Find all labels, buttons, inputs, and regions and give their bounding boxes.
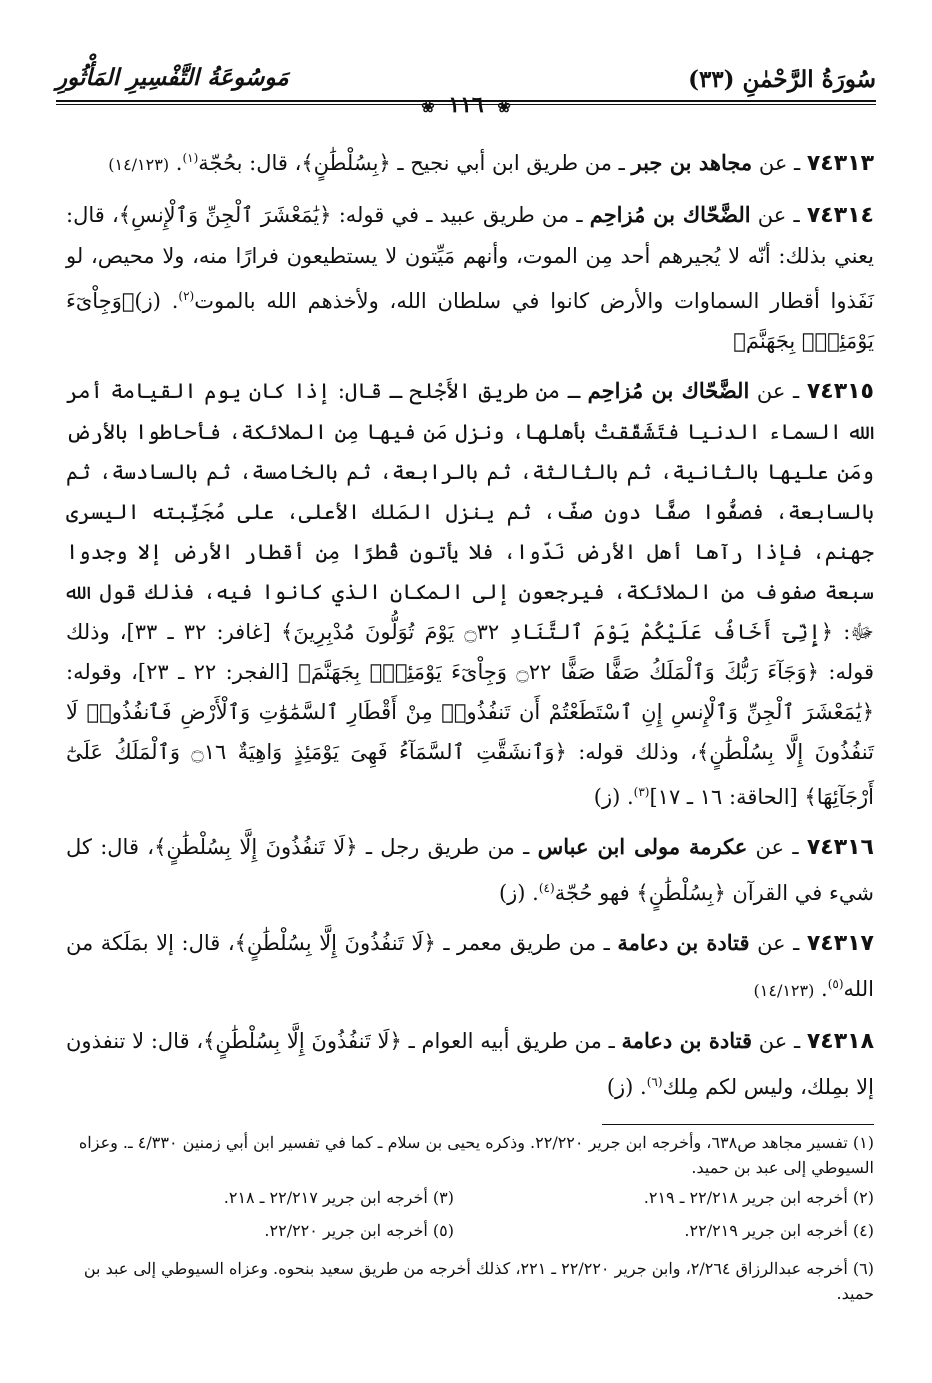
entry-tail: . [814,977,828,1001]
narration-entry [66,138,874,185]
entry-number: ٧٤٣١٣ [806,151,874,176]
entry-number: ٧٤٣١٧ [806,931,874,956]
narrator: قتادة بن دعامة [617,930,750,955]
narrator: قتادة بن دعامة [621,1028,752,1053]
entry-text: ـ من طريق ابن أبي نجيح ـ ﴿بِسُلْطَٰنٍ﴾، قال: بحُجّة [198,151,632,175]
entry-text: ـ من طريق أبيه العوام ـ ﴿لَا تَنفُذُونَ إِلَّا بِسُلْطَٰنٍ﴾، قال: لا تنفذون إلا بمِلك، وليس لكم مِلك [66,1029,874,1099]
narrator: عكرمة مولى ابن عباس [537,834,748,859]
ornament-icon: ❀ [421,97,435,116]
entry-tail: . (ز)﴿وَجِاْىٓءَ يَوْمَئِذٍۭ بِجَهَنَّمَ﴾ [66,289,874,353]
volume-reference: (١٤/١٢٣) [753,981,815,1000]
page-number: ١١٦ [448,92,484,118]
entry-lead: ـ عن [752,151,807,175]
ornament-icon: ❀ [497,97,511,116]
volume-reference: (١٤/١٢٣) [108,155,170,174]
entry-tail: . (ز) [593,785,634,809]
narration-entry [66,923,874,1011]
entry-number: ٧٤٣١٤ [806,203,874,228]
narration-entry [66,827,874,913]
surah-title: سُورَةُ الرَّحْمٰنِ (٣٣) [688,66,876,93]
footnote-marker[interactable]: (٦) [646,1075,663,1089]
narrator: الضَّحّاك بن مُزاحِم [589,202,751,227]
footnote-separator [602,1124,874,1125]
footnote-marker[interactable]: (١) [182,151,199,165]
book-title: مَوسُوعَةُ التَّفْسِيرِ المَأْثُورِ [56,64,289,91]
entry-lead: ـ عن [749,379,807,403]
entry-number: ٧٤٣١٥ [806,379,874,404]
footnote-6: (٦) أخرجه عبدالرزاق ٢/٢٦٤، وابن جرير ٢٢/٢٢٠ ـ ٢٢١، كذلك أخرجه من طريق سعيد بنحوه. وعزاه السيوطي إلى عبد بن حميد. [83,1259,874,1303]
page-number-line [0,92,932,118]
narration-entry [66,195,874,361]
footnote-marker[interactable]: (٤) [538,881,555,895]
entry-lead: ـ عن [751,1029,807,1053]
entry-text: ـ من طريق عبيد ـ في قوله: ﴿يَٰمَعْشَرَ ٱلْجِنِّ وَٱلْإِنسِ﴾، قال: يعني بذلك: أنّه لا يُجيرهم أحد مِن الموت، وأنهم مَيِّتون لا يستطيعون فرارًا منه، ولا محيص، لو نَفَذوا أقطار السماوات والأرض كانوا في سلطان الله، ولأخذهم الله بالموت [66,203,875,313]
footnote-5: (٥) أخرجه ابن جرير ٢٢/٢٢٠. [264,1221,454,1240]
entry-number: ٧٤٣١٦ [806,835,874,860]
entry-lead: ـ عن [747,835,807,859]
footnote-marker[interactable]: (٥) [827,977,844,991]
entry-tail: . (ز) [498,881,539,905]
narration-entry [66,1021,874,1107]
narrator: مجاهد بن جبر [631,150,753,175]
entry-tail: . (ز) [606,1075,647,1099]
narration-entry [66,371,874,817]
main-text [66,138,874,1117]
footnote-marker[interactable]: (٢) [178,289,195,303]
narrator: الضَّحّاك بن مُزاحِم [587,378,750,403]
footnote-4: (٤) أخرجه ابن جرير ٢٢/٢١٩. [684,1221,874,1240]
footnote-2: (٢) أخرجه ابن جرير ٢٢/٢١٨ ـ ٢١٩. [643,1188,874,1207]
footnote-row [66,1221,874,1247]
entry-lead: ـ عن [749,931,807,955]
entry-text: ـ من طريق معمر ـ ﴿لَا تَنفُذُونَ إِلَّا بِسُلْطَٰنٍ﴾، قال: إلا بمَلَكة من الله [66,931,874,1001]
footnote-marker[interactable]: (٣) [633,785,650,799]
entry-lead: ـ عن [750,203,807,227]
footnote-1: (١) تفسير مجاهد ص٦٣٨، وأخرجه ابن جرير ٢٢/٢٢٠. وذكره يحيى بن سلام ـ كما في تفسير ابن أبي زمنين ٤/٣٣٠ ـ. وعزاه السيوطي إلى عبد بن حميد. [78,1133,874,1177]
footnote-row [66,1188,874,1214]
entry-text: ـ من طريق الأَجْلح ـ قال: إذا كان يوم القيامة أمر الله السماء الدنيا فتَشَقّقتْ بأهلها، ونزل مَن فيها مِن الملائكة، فأحاطوا بالأرض ومَن عليها بالثانية، ثم بالثالثة، ثم بالرابعة، ثم بالخامسة، ثم بالسادسة، ثم بالسابعة، فصفُّوا صفًّا دون صفّ، ثم ينزل المَلك الأعلى، على مُجَنِّبته اليسرى جهنم، فإذا رآها أهل الأرض نَدّوا، فلا يأتون قُطرًا مِن أقطار الأرض إلا وجدوا سبعة صفوف من الملائكة، فيرجعون إلى المكان الذي كانوا فيه، فذلك قول الله ﷻ: ﴿إِنِّىٓ أَخَافُ عَلَيْكُمْ يَوْمَ ٱلتَّنَادِ ۝٣٢ يَوْمَ تُوَلُّونَ مُدْبِرِينَ﴾ [غافر: ٣٢ ـ ٣٣]، وذلك قوله: ﴿وَجَآءَ رَبُّكَ وَٱلْمَلَكُ صَفًّا صَفًّا ۝٢٢ وَجِاْىٓءَ يَوْمَئِذٍۭ بِجَهَنَّمَ﴾ [الفجر: ٢٢ ـ ٢٣]، وقوله: ﴿يَٰمَعْشَرَ ٱلْجِنِّ وَٱلْإِنسِ إِنِ ٱسْتَطَعْتُمْ أَن تَنفُذُوا۟ مِنْ أَقْطَارِ ٱلسَّمَٰوَٰتِ وَٱلْأَرْضِ فَٱنفُذُوا۟ لَا تَنفُذُونَ إِلَّا بِسُلْطَٰنٍ﴾، وذلك قوله: ﴿وَٱنشَقَّتِ ٱلسَّمَآءُ فَهِىَ يَوْمَئِذٍ وَاهِيَةٌ ۝١٦ وَٱلْمَلَكُ عَلَىٰٓ أَرْجَآئِهَا﴾ [الحاقة: ١٦ ـ ١٧] [66,379,874,809]
entry-text: ـ من طريق رجل ـ ﴿لَا تَنفُذُونَ إِلَّا بِسُلْطَٰنٍ﴾، قال: كل شيء في القرآن ﴿بِسُلْطَٰنٍ﴾ فهو حُجّة [66,835,874,905]
entry-number: ٧٤٣١٨ [806,1029,874,1054]
entry-tail: . [169,151,183,175]
footnote-3: (٣) أخرجه ابن جرير ٢٢/٢١٧ ـ ٢١٨. [223,1188,454,1207]
